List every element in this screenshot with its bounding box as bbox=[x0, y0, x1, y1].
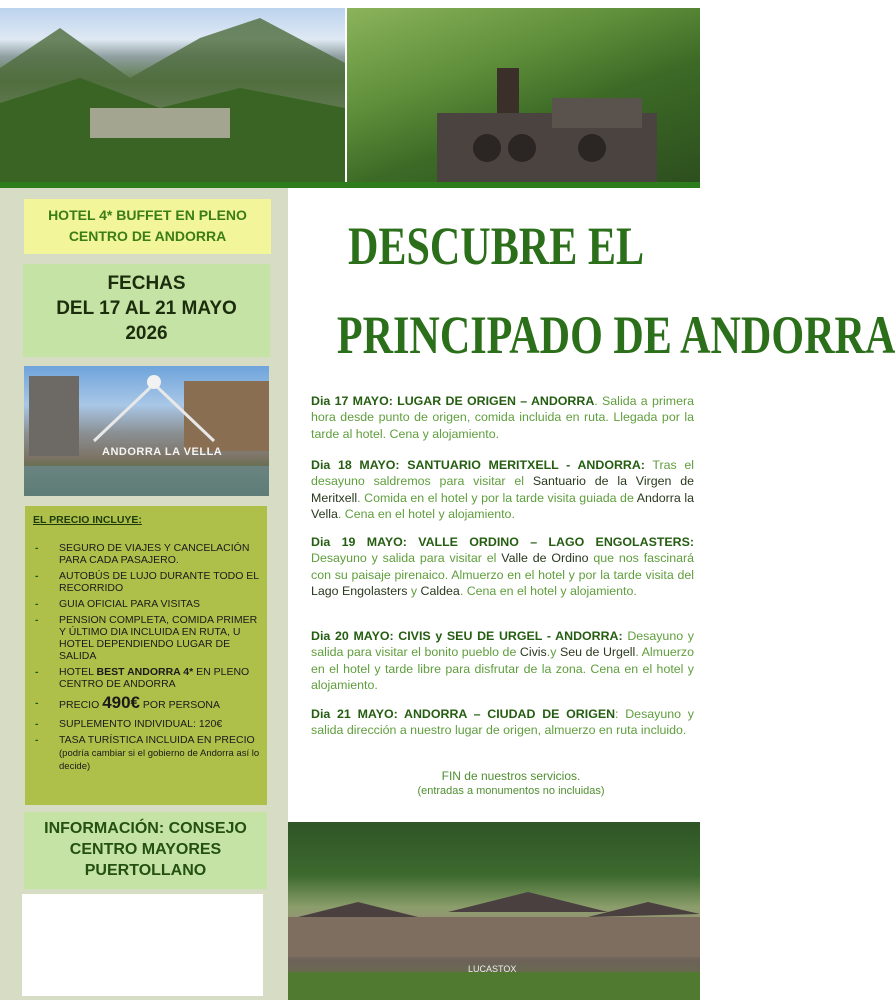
city-illustration bbox=[24, 366, 269, 496]
footer-line2: (entradas a monumentos no incluidas) bbox=[417, 785, 605, 797]
itinerary-day-1: Dia 17 MAYO: LUGAR DE ORIGEN – ANDORRA. Salida a primera hora desde punto de origen, comida incluida en ruta. Llegada por la tarde al hotel. Cena y alojamiento. bbox=[311, 394, 694, 441]
list-item: - AUTOBÚS DE LUJO DURANTE TODO EL RECORRIDO bbox=[35, 570, 259, 594]
itinerary-day-2: Dia 18 MAYO: SANTUARIO MERITXELL - ANDORRA: Tras el desayuno saldremos para visitar el Santuario de la Virgen de Meritxell. Comida en el hotel y por la tarde visita guiada de Andorra la Vella. Cena en el hotel y alojamiento. bbox=[311, 458, 694, 521]
list-item: - TASA TURÍSTICA INCLUIDA EN PRECIO (podría cambiar si el gobierno de Andorra así lo decide) bbox=[35, 734, 260, 772]
blank-box bbox=[22, 894, 263, 996]
hotel-line1: HOTEL 4* BUFFET EN PLENO bbox=[48, 207, 247, 223]
dates-box bbox=[23, 264, 270, 357]
list-item: - GUIA OFICIAL PARA VISITAS bbox=[35, 598, 201, 610]
itinerary-day-4: Dia 20 MAYO: CIVIS y SEU DE URGEL - ANDORRA: Desayuno y salida para visitar el bonito pueblo de Civis.y Seu de Urgell. Almuerzo en el hotel y tarde libre para disfrutar de la zona. Cena en el hotel y alojamiento. bbox=[311, 629, 694, 692]
hotel-illustration bbox=[288, 822, 700, 1000]
price-list bbox=[25, 542, 267, 773]
footer-line1: FIN de nuestros servicios. bbox=[441, 769, 581, 783]
city-sign: ANDORRA LA VELLA bbox=[102, 446, 223, 458]
itinerary-day-3: Dia 19 MAYO: VALLE ORDINO – LAGO ENGOLASTERS: Desayuno y salida para visitar el Valle de Ordino que nos fascinará con su paisaje pirenaico. Almuerzo en el hotel y por la tarde visita del Lago Engolasters y Caldea. Cena en el hotel y alojamiento. bbox=[311, 535, 694, 598]
list-item: - SUPLEMENTO INDIVIDUAL: 120€ bbox=[35, 718, 223, 730]
price-item: - PRECIO 490€ POR PERSONA bbox=[35, 693, 220, 712]
hotel-line2: CENTRO DE ANDORRA bbox=[68, 228, 227, 244]
sanctuary-illustration bbox=[347, 8, 700, 182]
price-box bbox=[25, 506, 267, 805]
andorra-la-vella-photo bbox=[24, 366, 269, 496]
price-title: EL PRECIO INCLUYE: bbox=[33, 514, 142, 526]
list-item: - SEGURO DE VIAJES Y CANCELACIÓN PARA CADA PASAJERO. bbox=[35, 542, 250, 566]
list-item: - PENSION COMPLETA, COMIDA PRIMER Y ÚLTIMO DIA INCLUIDA EN RUTA, U HOTEL DEPENDIENDO LUGAR DE SALIDA bbox=[35, 614, 258, 662]
page-title-line1: DESCUBRE EL bbox=[347, 216, 645, 276]
dates-year: 2026 bbox=[125, 323, 168, 344]
info-box bbox=[24, 812, 267, 889]
info-line2: CENTRO MAYORES bbox=[69, 841, 222, 858]
footer-note bbox=[311, 769, 711, 799]
photo-watermark: LUCASTOX bbox=[468, 964, 517, 974]
page-title-line2: PRINCIPADO DE ANDORRA bbox=[336, 305, 895, 365]
valley-illustration bbox=[0, 8, 345, 182]
list-item: - HOTEL BEST ANDORRA 4* EN PLENO CENTRO DE ANDORRA bbox=[35, 666, 250, 690]
dates-range: DEL 17 AL 21 MAYO bbox=[56, 298, 237, 319]
price-value: 490€ bbox=[102, 693, 141, 712]
itinerary-day-5: Dia 21 MAYO: ANDORRA – CIUDAD DE ORIGEN: Desayuno y salida dirección a nuestro lugar de origen, almuerzo en ruta incluido. bbox=[311, 707, 694, 738]
hotel-box bbox=[24, 199, 271, 254]
info-line3: PUERTOLLANO bbox=[84, 862, 207, 879]
meritxell-sanctuary-photo bbox=[347, 8, 700, 182]
hotel-photo bbox=[288, 822, 700, 1000]
andorra-valley-photo bbox=[0, 8, 345, 182]
dates-label: FECHAS bbox=[107, 273, 186, 294]
info-line1: INFORMACIÓN: CONSEJO bbox=[44, 820, 247, 837]
